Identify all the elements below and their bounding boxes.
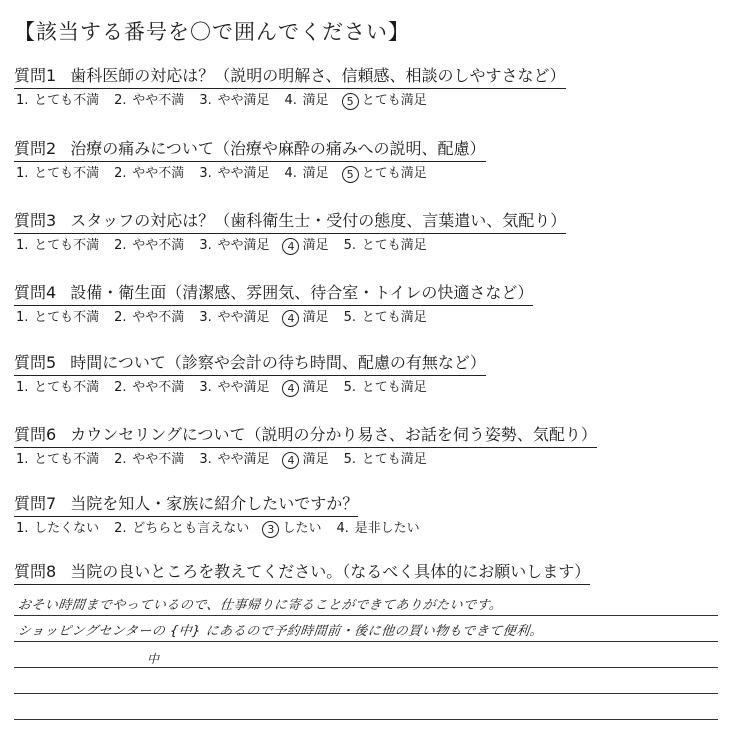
answer-option[interactable] xyxy=(16,309,99,327)
question-1 xyxy=(14,66,734,110)
question-number: 質問2 xyxy=(14,139,57,158)
option-number: 1. xyxy=(16,93,29,108)
option-number: 1. xyxy=(16,310,29,325)
question-heading xyxy=(14,353,486,376)
question-number: 質問6 xyxy=(14,425,57,444)
option-number: 2. xyxy=(114,452,127,467)
option-label: やや不満 xyxy=(132,166,185,181)
option-label: とても不満 xyxy=(34,166,100,181)
page-title: 【該当する番号を〇で囲んでください】 xyxy=(14,20,410,44)
option-label: したい xyxy=(282,521,322,536)
question-text: カウンセリングについて（説明の分かり易さ、お話を伺う姿勢、気配り） xyxy=(70,425,597,444)
question-number: 質問5 xyxy=(14,353,57,372)
option-number: 1. xyxy=(16,238,29,253)
option-label: やや不満 xyxy=(132,380,185,395)
question-7 xyxy=(14,494,734,538)
handwritten-insert: 中 xyxy=(147,652,160,666)
option-number: 2. xyxy=(114,166,127,181)
circled-number-icon: 5 xyxy=(342,93,359,110)
option-number: 4. xyxy=(336,521,349,536)
answer-options xyxy=(16,309,734,327)
answer-option[interactable] xyxy=(16,237,99,255)
answer-option[interactable] xyxy=(344,379,427,397)
option-number: 5. xyxy=(343,452,357,467)
answer-option-selected[interactable] xyxy=(344,92,427,110)
option-number: 2. xyxy=(114,380,127,395)
answer-options xyxy=(16,165,734,183)
question-text: 歯科医師の対応は？（説明の明解さ、信頼感、相談のしやすさなど） xyxy=(70,66,566,85)
answer-line[interactable] xyxy=(14,668,718,694)
answer-option[interactable] xyxy=(16,92,99,110)
question-heading xyxy=(14,425,597,448)
answer-option[interactable] xyxy=(114,92,184,110)
option-label: 満足 xyxy=(302,166,329,181)
option-number: 2. xyxy=(114,238,127,253)
question-6 xyxy=(14,425,734,469)
answer-option[interactable] xyxy=(344,309,427,327)
question-heading xyxy=(14,139,486,162)
answer-options xyxy=(16,520,734,538)
answer-option[interactable] xyxy=(16,165,99,183)
option-label: 是非したい xyxy=(354,521,420,536)
option-label: やや不満 xyxy=(132,310,185,325)
answer-option-selected[interactable] xyxy=(284,451,328,469)
question-text: 時間について（診察や会計の待ち時間、配慮の有無など） xyxy=(70,353,486,372)
question-heading xyxy=(14,66,566,89)
answer-option[interactable] xyxy=(114,309,184,327)
answer-lines xyxy=(14,590,718,720)
question-text: スタッフの対応は？（歯科衛生士・受付の態度、言葉遣い、気配り） xyxy=(70,211,567,230)
question-number: 質問3 xyxy=(14,211,57,230)
answer-option-selected[interactable] xyxy=(264,520,321,538)
option-number: 3. xyxy=(199,238,212,253)
answer-option[interactable] xyxy=(16,520,99,538)
question-heading xyxy=(14,283,533,306)
answer-option[interactable] xyxy=(199,379,269,397)
question-5 xyxy=(14,353,734,397)
option-label: とても不満 xyxy=(34,452,100,467)
option-label: やや満足 xyxy=(217,452,270,467)
answer-option[interactable] xyxy=(344,451,427,469)
answer-option[interactable] xyxy=(284,165,328,183)
option-number: 3. xyxy=(199,452,212,467)
answer-options xyxy=(16,92,734,110)
option-label: やや満足 xyxy=(217,310,270,325)
question-number: 質問7 xyxy=(14,494,57,513)
answer-option[interactable] xyxy=(114,520,249,538)
question-2 xyxy=(14,139,734,183)
option-label: とても満足 xyxy=(361,310,427,325)
answer-line[interactable] xyxy=(14,642,718,668)
question-heading xyxy=(14,211,566,234)
option-number: 5. xyxy=(343,380,357,395)
option-label: やや不満 xyxy=(132,238,185,253)
answer-option[interactable] xyxy=(199,451,269,469)
option-number: 2. xyxy=(114,310,127,325)
answer-options xyxy=(16,237,734,255)
option-label: とても満足 xyxy=(361,166,427,181)
option-label: 満足 xyxy=(302,380,329,395)
option-label: 満足 xyxy=(302,310,329,325)
circled-number-icon: 5 xyxy=(342,166,359,183)
option-label: やや満足 xyxy=(217,166,270,181)
question-text: 当院を知人・家族に紹介したいですか？ xyxy=(70,494,359,513)
handwritten-answer-line-1: おそい時間までやっているので、仕事帰りに寄ることができてありがたいです。 xyxy=(17,598,504,613)
option-label: とても不満 xyxy=(34,93,100,108)
option-label: とても不満 xyxy=(34,310,100,325)
answer-option-selected[interactable] xyxy=(284,309,328,327)
answer-option[interactable] xyxy=(16,451,99,469)
option-number: 3. xyxy=(199,380,212,395)
handwritten-answer-line-2: ショッピングセンターの {中} にあるので予約時間前・後に他の買い物もできて便利。 xyxy=(17,624,544,639)
option-label: とても満足 xyxy=(361,380,427,395)
option-number: 4. xyxy=(284,93,297,108)
question-4 xyxy=(14,283,734,327)
option-label: やや不満 xyxy=(132,93,185,108)
answer-options xyxy=(16,379,734,397)
option-number: 3. xyxy=(199,93,212,108)
question-heading xyxy=(14,562,590,585)
option-number: 1. xyxy=(16,166,29,181)
option-label: とても不満 xyxy=(34,380,100,395)
answer-option[interactable] xyxy=(114,451,184,469)
answer-option-selected[interactable] xyxy=(344,165,427,183)
option-label: 満足 xyxy=(302,238,329,253)
circled-number-icon: 4 xyxy=(282,238,299,255)
option-label: どちらとも言えない xyxy=(132,521,250,536)
answer-option[interactable] xyxy=(284,92,328,110)
option-number: 2. xyxy=(114,93,127,108)
option-label: したくない xyxy=(34,521,100,536)
option-number: 1. xyxy=(16,452,29,467)
answer-option[interactable] xyxy=(114,379,184,397)
question-text: 設備・衛生面（清潔感、雰囲気、待合室・トイレの快適さなど） xyxy=(70,283,534,302)
circled-number-icon: 4 xyxy=(282,310,299,327)
question-text: 治療の痛みについて（治療や麻酔の痛みへの説明、配慮） xyxy=(70,139,486,158)
option-number: 4. xyxy=(284,166,297,181)
option-number: 3. xyxy=(199,166,212,181)
option-label: とても満足 xyxy=(361,93,427,108)
answer-option[interactable] xyxy=(344,237,427,255)
answer-option[interactable] xyxy=(199,165,269,183)
answer-option[interactable] xyxy=(336,520,419,538)
option-number: 5. xyxy=(343,238,357,253)
answer-line[interactable] xyxy=(14,694,718,720)
question-8 xyxy=(14,562,734,585)
answer-option[interactable] xyxy=(199,309,269,327)
answer-option[interactable] xyxy=(199,92,269,110)
answer-option[interactable] xyxy=(114,237,184,255)
option-number: 1. xyxy=(16,380,29,395)
answer-option[interactable] xyxy=(16,379,99,397)
option-number: 1. xyxy=(16,521,29,536)
answer-option-selected[interactable] xyxy=(284,379,328,397)
option-label: とても不満 xyxy=(34,238,100,253)
circled-number-icon: 4 xyxy=(282,452,299,469)
question-3 xyxy=(14,211,734,255)
circled-number-icon: 4 xyxy=(282,380,299,397)
answer-option[interactable] xyxy=(114,165,184,183)
option-number: 2. xyxy=(114,521,127,536)
question-text: 当院の良いところを教えてください。（なるべく具体的にお願いします） xyxy=(70,562,591,581)
answer-option[interactable] xyxy=(199,237,269,255)
option-label: やや不満 xyxy=(132,452,185,467)
question-heading xyxy=(14,494,358,517)
answer-line[interactable] xyxy=(14,590,718,616)
option-label: やや満足 xyxy=(217,93,270,108)
circled-number-icon: 3 xyxy=(262,521,279,538)
question-number: 質問4 xyxy=(14,283,57,302)
answer-options xyxy=(16,451,734,469)
question-number: 質問8 xyxy=(14,562,57,581)
option-number: 3. xyxy=(199,310,212,325)
option-number: 5. xyxy=(343,310,357,325)
option-label: とても満足 xyxy=(361,452,427,467)
option-label: 満足 xyxy=(302,452,329,467)
option-label: やや満足 xyxy=(217,380,270,395)
option-label: やや満足 xyxy=(217,238,270,253)
answer-line[interactable] xyxy=(14,616,718,642)
option-label: 満足 xyxy=(302,93,329,108)
answer-option-selected[interactable] xyxy=(284,237,328,255)
option-label: とても満足 xyxy=(361,238,427,253)
question-number: 質問1 xyxy=(14,66,57,85)
